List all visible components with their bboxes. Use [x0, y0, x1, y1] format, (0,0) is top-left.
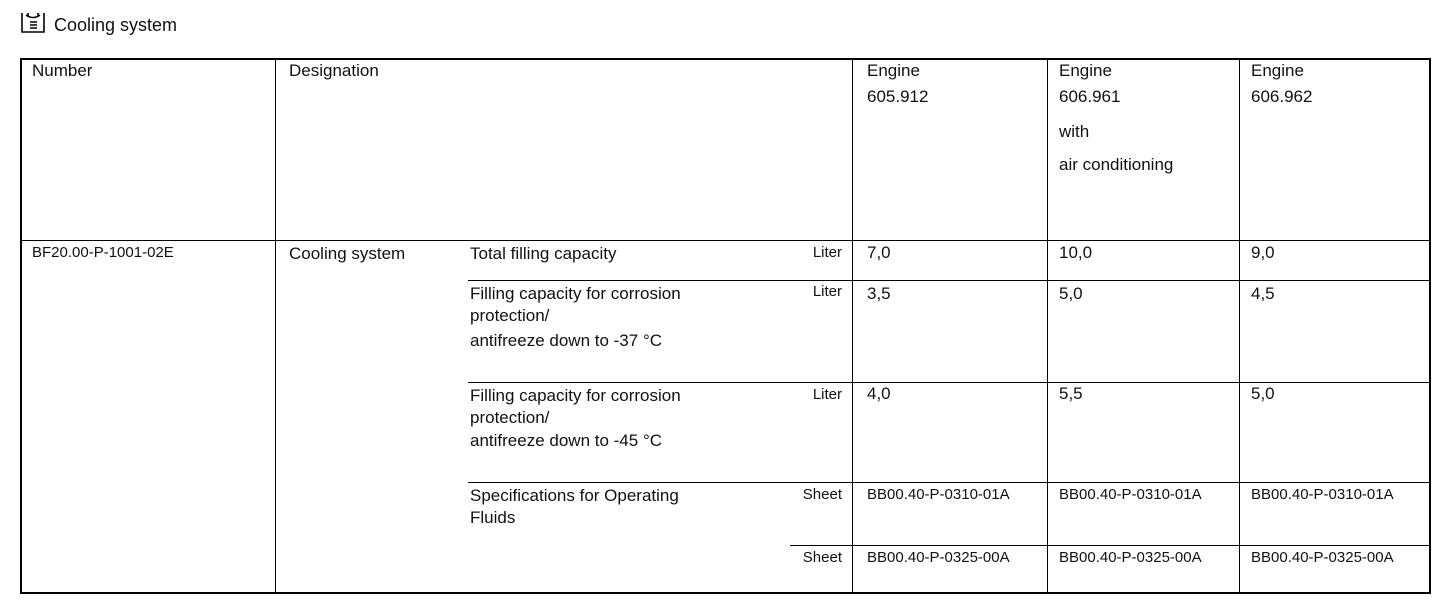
- group-designation: Cooling system: [289, 244, 406, 263]
- item-value: BB00.40-P-0310-01A: [1059, 486, 1202, 503]
- engine-2-label: Engine: [1059, 61, 1112, 80]
- specification-table: [20, 58, 1431, 594]
- header-designation: Designation: [289, 61, 379, 80]
- col-divider: [1047, 58, 1048, 594]
- item-designation: Total filling capacity: [470, 244, 617, 263]
- item-value: 3,5: [867, 284, 891, 303]
- row-divider: [790, 545, 1431, 546]
- col-divider: [1239, 58, 1240, 594]
- item-unit: Liter: [812, 283, 842, 300]
- engine-3-model: 606.962: [1251, 87, 1313, 106]
- item-value: 5,0: [1059, 284, 1083, 303]
- section-title: Cooling system: [54, 14, 178, 35]
- header-number: Number: [32, 61, 93, 80]
- item-value: 4,5: [1251, 284, 1275, 303]
- item-unit: Sheet: [802, 549, 842, 566]
- item-unit: Sheet: [802, 486, 842, 503]
- item-designation: Filling capacity for corrosion: [470, 284, 681, 303]
- item-value: BB00.40-P-0325-00A: [867, 549, 1010, 566]
- item-value: 10,0: [1059, 243, 1093, 262]
- item-designation: Fluids: [470, 508, 516, 527]
- item-value: 4,0: [867, 384, 891, 403]
- manual-book-icon: [20, 11, 46, 35]
- page-title: [20, 8, 177, 38]
- item-designation: Specifications for Operating: [470, 486, 679, 505]
- item-value: 7,0: [867, 243, 891, 262]
- item-designation: antifreeze down to -45 °C: [470, 431, 663, 450]
- engine-1-model: 605.912: [867, 87, 929, 106]
- item-value: BB00.40-P-0310-01A: [1251, 486, 1394, 503]
- item-designation: Filling capacity for corrosion: [470, 386, 681, 405]
- item-designation: antifreeze down to -37 °C: [470, 331, 663, 350]
- header-divider: [20, 240, 1431, 241]
- engine-2-note: with: [1059, 122, 1090, 141]
- item-value: BB00.40-P-0325-00A: [1059, 549, 1202, 566]
- item-designation: protection/: [470, 306, 550, 325]
- engine-3-label: Engine: [1251, 61, 1304, 80]
- row-divider: [468, 382, 1431, 383]
- item-value: 5,0: [1251, 384, 1275, 403]
- item-unit: Liter: [812, 386, 842, 403]
- engine-2-model: 606.961: [1059, 87, 1121, 106]
- col-divider: [852, 58, 853, 594]
- item-value: 5,5: [1059, 384, 1083, 403]
- item-designation: protection/: [470, 408, 550, 427]
- engine-2-note: air conditioning: [1059, 155, 1174, 174]
- row-divider: [468, 482, 1431, 483]
- engine-1-label: Engine: [867, 61, 920, 80]
- document-number: BF20.00-P-1001-02E: [32, 244, 174, 261]
- item-value: BB00.40-P-0325-00A: [1251, 549, 1394, 566]
- row-divider: [468, 280, 1431, 281]
- item-value: BB00.40-P-0310-01A: [867, 486, 1010, 503]
- col-divider: [275, 58, 276, 594]
- item-unit: Liter: [812, 244, 842, 261]
- item-value: 9,0: [1251, 243, 1275, 262]
